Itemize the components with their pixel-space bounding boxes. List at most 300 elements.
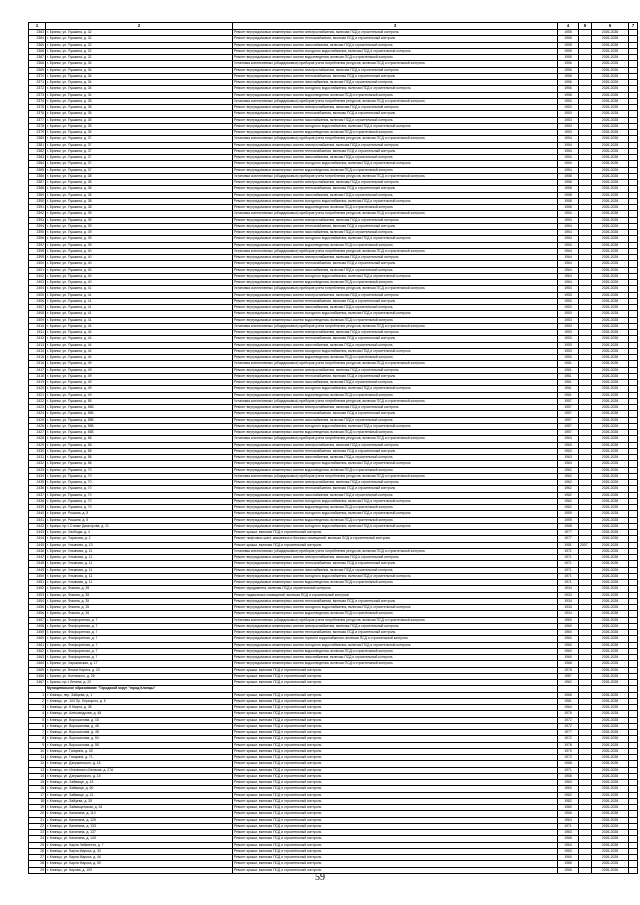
- address-cell: г. Брянск, ул. Ульянова, д. 11: [46, 561, 233, 567]
- row-number-cell: 4: [29, 711, 46, 717]
- work-type-cell: Ремонт внутридомовых инженерных систем газоснабжения, включая ПСД и строительный контроль: [233, 492, 558, 498]
- work-type-cell: Установка коллективных (общедомовых) приборов учета потребления ресурсов, включая ПСД и строительный контроль: [233, 398, 558, 404]
- address-cell: Муниципальное образование "Городской округ "город Клинцы": [46, 686, 233, 692]
- address-cell: г. Клинцы, ул. Ворошилова, д. 15: [46, 717, 233, 723]
- year-built-cell: 1953: [558, 305, 579, 311]
- planned-period-cell: 2026-2028: [592, 767, 629, 773]
- work-type-cell: Ремонт внутридомовых инженерных систем газоснабжения, включая ПСД и строительный контроль: [233, 380, 558, 386]
- work-type-cell: Ремонт внутридомовых инженерных систем электроснабжения, включая ПСД и строительный контроль: [233, 555, 558, 561]
- planned-period-cell: 2026-2028: [592, 723, 629, 729]
- work-type-cell: Установка коллективных (общедомовых) приборов учета потребления ресурсов, включая ПСД и строительный контроль: [233, 61, 558, 67]
- work-type-cell: Ремонт крыши, включая ПСД и строительный контроль: [233, 823, 558, 829]
- address-cell: г. Брянск, ул. Свободы, д. 4: [46, 530, 233, 536]
- address-cell: г. Брянск, ул. Фокина, д. 35: [46, 592, 233, 598]
- work-type-cell: Установка коллективных (общедомовых) приборов учета потребления ресурсов, включая ПСД и строительный контроль: [233, 286, 558, 292]
- row-number-cell: 2383: [29, 155, 46, 161]
- planned-period-cell: 2026-2028: [592, 567, 629, 573]
- year-built-cell: 1964: [558, 705, 579, 711]
- row-number-cell: 2390: [29, 198, 46, 204]
- year-built-cell: 1934: [558, 598, 579, 604]
- planned-period-cell: 2026-2028: [592, 367, 629, 373]
- planned-period-cell: 2026-2028: [592, 705, 629, 711]
- year-built-cell: 1958: [558, 192, 579, 198]
- work-type-cell: Ремонт крыши, включая ПСД и строительный контроль: [233, 848, 558, 854]
- row-number-cell: 2410: [29, 323, 46, 329]
- planned-period-cell: 2026-2028: [592, 623, 629, 629]
- row-number-cell: 2444: [29, 536, 46, 542]
- address-cell: г. Брянск, ул. Фосфоритная, д. 7: [46, 623, 233, 629]
- planned-period-cell: 2026-2028: [592, 473, 629, 479]
- year-built-cell: 1960: [558, 636, 579, 642]
- address-cell: г. Брянск, ул. Пушкина, д. 37: [46, 136, 233, 142]
- planned-period-cell: 2026-2028: [592, 655, 629, 661]
- year-built-cell: 1961: [558, 386, 579, 392]
- row-number-cell: 14: [29, 773, 46, 779]
- planned-period-cell: 2026-2028: [592, 698, 629, 704]
- planned-period-cell: 2026-2028: [592, 398, 629, 404]
- address-cell: г. Брянск, ул. Пушкина, д. 39: [46, 223, 233, 229]
- address-cell: г. Брянск, пр-т Станке Димитрова, д. 21: [46, 523, 233, 529]
- work-type-cell: Ремонт внутридомовых инженерных систем электроснабжения, включая ПСД и строительный контроль: [233, 217, 558, 223]
- year-built-cell: 1960: [558, 623, 579, 629]
- work-type-cell: Ремонт крыши, включая ПСД и строительный контроль: [233, 730, 558, 736]
- row-number-cell: 2443: [29, 530, 46, 536]
- planned-period-cell: 2026-2028: [592, 236, 629, 242]
- work-type-cell: Ремонт внутридомовых инженерных систем горячего водоснабжения, включая ПСД и строительный контроль: [233, 636, 558, 642]
- address-cell: г. Брянск, ул. Пушкина, д. 38: [46, 186, 233, 192]
- work-type-cell: Ремонт внутридомовых инженерных систем теплоснабжения, включая ПСД и строительный контроль: [233, 186, 558, 192]
- address-cell: г. Брянск, ул. Пушкина, д. 34: [46, 92, 233, 98]
- work-type-cell: Ремонт крыши, включая ПСД и строительный контроль: [233, 792, 558, 798]
- year-built-cell: 1962: [558, 492, 579, 498]
- planned-period-cell: 2026-2028: [592, 355, 629, 361]
- address-cell: г. Брянск, ул. Пушкина, д. 58: [46, 442, 233, 448]
- address-cell: г. Брянск, ул. Пушкина, д. 39: [46, 236, 233, 242]
- work-type-cell: Ремонт крыши, включая ПСД и строительный контроль: [233, 811, 558, 817]
- row-number-cell: 2423: [29, 405, 46, 411]
- planned-period-cell: 2026-2028: [592, 598, 629, 604]
- year-built-cell: 1954: [558, 236, 579, 242]
- work-type-cell: Ремонт внутридомовых инженерных систем холодного водоснабжения, включая ПСД и строительный контроль: [233, 523, 558, 529]
- address-cell: г. Брянск, ул. Пушкина, д. 70: [46, 505, 233, 511]
- work-type-cell: Установка коллективных (общедомовых) приборов учета потребления ресурсов, включая ПСД и строительный контроль: [233, 617, 558, 623]
- year-built-cell: 1954: [558, 223, 579, 229]
- planned-period-cell: 2026-2028: [592, 755, 629, 761]
- year-built-cell: 1972: [558, 717, 579, 723]
- year-built-cell: 1982: [558, 798, 579, 804]
- row-number-cell: 10: [29, 748, 46, 754]
- work-type-cell: Ремонт внутридомовых инженерных систем водоотведения, включая ПСД и строительный контроль: [233, 648, 558, 654]
- row-number-cell: 2454: [29, 598, 46, 604]
- planned-period-cell: 2026-2028: [592, 92, 629, 98]
- row-number-cell: 2455: [29, 605, 46, 611]
- planned-period-cell: 2026-2028: [592, 373, 629, 379]
- year-built-cell: 1954: [558, 217, 579, 223]
- row-number-cell: 2432: [29, 461, 46, 467]
- work-type-cell: Ремонт крыши, включая ПСД и строительный контроль: [233, 817, 558, 823]
- planned-period-cell: 2026-2028: [592, 511, 629, 517]
- work-type-cell: Ремонт внутридомовых инженерных систем газоснабжения, включая ПСД и строительный контроль: [233, 117, 558, 123]
- year-built-cell: 1954: [558, 242, 579, 248]
- planned-period-cell: 2026-2028: [592, 298, 629, 304]
- planned-period-cell: 2026-2028: [592, 805, 629, 811]
- address-cell: г. Брянск, ул. Пушкина, д. 58: [46, 436, 233, 442]
- planned-period-cell: 2026-2028: [592, 292, 629, 298]
- address-cell: г. Брянск, ул. Пушкина, д. 40: [46, 267, 233, 273]
- row-number-cell: 2448: [29, 561, 46, 567]
- row-number-cell: 21: [29, 817, 46, 823]
- planned-period-cell: 2026-2028: [592, 173, 629, 179]
- address-cell: г. Брянск, ул. Пушкина, д. 41: [46, 311, 233, 317]
- planned-period-cell: 2026-2028: [592, 48, 629, 54]
- year-built-cell: 1934: [558, 586, 579, 592]
- planned-period-cell: 2026-2028: [592, 773, 629, 779]
- repair-schedule-table: [28, 22, 638, 874]
- year-built-cell: 1960: [558, 642, 579, 648]
- planned-period-cell: 2026-2028: [592, 592, 629, 598]
- row-number-cell: 2447: [29, 555, 46, 561]
- work-type-cell: Ремонт внутридомовых инженерных систем электроснабжения, включая ПСД и строительный контроль: [233, 142, 558, 148]
- work-type-cell: Ремонт внутридомовых инженерных систем газоснабжения, включая ПСД и строительный контроль: [233, 80, 558, 86]
- year-built-cell: 1962: [558, 473, 579, 479]
- row-number-cell: 2427: [29, 430, 46, 436]
- work-type-cell: Ремонт крыши, включая ПСД и строительный контроль: [233, 705, 558, 711]
- year-built-cell: 1960: [558, 630, 579, 636]
- year-built-cell: 1954: [558, 230, 579, 236]
- planned-period-cell: 2026-2028: [592, 742, 629, 748]
- year-built-cell: 1968: [558, 773, 579, 779]
- planned-period-cell: 2026-2028: [592, 573, 629, 579]
- work-type-cell: Ремонт внутридомовых инженерных систем водоотведения, включая ПСД и строительный контроль: [233, 430, 558, 436]
- work-type-cell: Ремонт внутридомовых инженерных систем газоснабжения, включая ПСД и строительный контроль: [233, 455, 558, 461]
- address-cell: г. Брянск, ул. Пушкина, д. 49: [46, 373, 233, 379]
- address-cell: г. Брянск, ул. Пушкина, д. 55Б: [46, 417, 233, 423]
- address-cell: г. Клинцы, ул. Гагарина, д. 60: [46, 748, 233, 754]
- planned-period-cell: 2026-2028: [592, 248, 629, 254]
- address-cell: г. Брянск, ул. Пушкина, д. 44: [46, 336, 233, 342]
- address-cell: г. Брянск, ул. Тарасова, д. 2: [46, 536, 233, 542]
- row-number-cell: 2450: [29, 573, 46, 579]
- address-cell: г. Брянск, ул. Пушкина, д. 37: [46, 167, 233, 173]
- row-number-cell: 8: [29, 736, 46, 742]
- work-type-cell: Ремонт внутридомовых инженерных систем теплоснабжения, включая ПСД и строительный контроль: [233, 561, 558, 567]
- work-type-cell: Ремонт крыши, включая ПСД и строительный контроль: [233, 798, 558, 804]
- address-cell: г. Брянск, ул. Пушкина, д. 32: [46, 55, 233, 61]
- work-type-cell: Ремонт внутридомовых инженерных систем холодного водоснабжения, включая ПСД и строительный контроль: [233, 161, 558, 167]
- row-number-cell: 25: [29, 842, 46, 848]
- work-type-cell: Ремонт крыши, включая ПСД и строительный контроль: [233, 692, 558, 698]
- row-number-cell: 2419: [29, 380, 46, 386]
- year-built-cell: 1957: [558, 423, 579, 429]
- planned-period-cell: 2026-2028: [592, 605, 629, 611]
- year-built-cell: 1957: [558, 411, 579, 417]
- planned-period-cell: 2026-2028: [592, 848, 629, 854]
- planned-period-cell: 2026-2028: [592, 817, 629, 823]
- year-built-cell: 1956: [558, 73, 579, 79]
- planned-period-cell: 2026-2028: [592, 30, 629, 36]
- work-type-cell: Ремонт внутридомовых инженерных систем холодного водоснабжения, включая ПСД и строительный контроль: [233, 86, 558, 92]
- planned-period-cell: 2026-2028: [592, 786, 629, 792]
- row-number-cell: 2416: [29, 361, 46, 367]
- work-type-cell: Ремонт крыши, включая ПСД и строительный контроль: [233, 830, 558, 836]
- year-built-cell: 1971: [558, 548, 579, 554]
- planned-period-cell: 2026-2028: [592, 255, 629, 261]
- address-cell: г. Брянск, ул. Фокина, д. 35: [46, 605, 233, 611]
- address-cell: г. Брянск, ул. Пушкина, д. 40: [46, 255, 233, 261]
- row-number-cell: 2406: [29, 298, 46, 304]
- row-number-cell: 2407: [29, 305, 46, 311]
- row-number-cell: 2411: [29, 330, 46, 336]
- address-cell: г. Брянск, ул. Пушкина, д. 39: [46, 211, 233, 217]
- work-type-cell: Установка коллективных (общедомовых) приборов учета потребления ресурсов, включая ПСД и строительный контроль: [233, 361, 558, 367]
- row-number-cell: 2452: [29, 586, 46, 592]
- address-cell: г. Клинцы, ул. Карла Маркса, д. 34: [46, 848, 233, 854]
- year-built-cell: 1977: [558, 536, 579, 542]
- year-built-cell: 1934: [558, 592, 579, 598]
- planned-period-cell: 2026-2028: [592, 430, 629, 436]
- planned-period-cell: 2026-2028: [592, 323, 629, 329]
- row-number-cell: 2424: [29, 411, 46, 417]
- year-built-cell: 1962: [558, 486, 579, 492]
- work-type-cell: Ремонт внутридомовых инженерных систем холодного водоснабжения, включая ПСД и строительный контроль: [233, 386, 558, 392]
- work-type-cell: Установка коллективных (общедомовых) приборов учета потребления ресурсов, включая ПСД и строительный контроль: [233, 211, 558, 217]
- year-built-cell: 1961: [558, 373, 579, 379]
- planned-period-cell: 2026-2028: [592, 798, 629, 804]
- address-cell: г. Брянск, ул. Пушкина, д. 44: [46, 323, 233, 329]
- year-built-cell: 1966: [558, 811, 579, 817]
- address-cell: г. Брянск, ул. Ульянова, д. 11: [46, 555, 233, 561]
- year-built-cell: 1954: [558, 161, 579, 167]
- address-cell: г. Клинцы, ул. Калинина, д. 110: [46, 811, 233, 817]
- year-built-cell: 1954: [558, 142, 579, 148]
- planned-period-cell: 2026-2028: [592, 205, 629, 211]
- row-number-cell: 2422: [29, 398, 46, 404]
- row-number-cell: 2389: [29, 192, 46, 198]
- work-type-cell: Ремонт внутридомовых инженерных систем водоотведения, включая ПСД и строительный контроль: [233, 392, 558, 398]
- year-built-cell: 1964: [558, 280, 579, 286]
- year-built-cell: 1955: [558, 42, 579, 48]
- work-type-cell: Ремонт внутридомовых инженерных систем газоснабжения, включая ПСД и строительный контроль: [233, 567, 558, 573]
- planned-period-cell: 2026-2028: [592, 105, 629, 111]
- address-cell: г. Клинцы, ул. Займищенская, д. 34: [46, 805, 233, 811]
- row-number-cell: 2369: [29, 67, 46, 73]
- work-type-cell: Ремонт внутридомовых инженерных систем газоснабжения, включая ПСД и строительный контроль: [233, 305, 558, 311]
- row-number-cell: 22: [29, 823, 46, 829]
- work-type-cell: Ремонт внутридомовых инженерных систем теплоснабжения, включая ПСД и строительный контроль: [233, 73, 558, 79]
- address-cell: г. Брянск, ул. Пушкина, д. 39: [46, 230, 233, 236]
- row-number-cell: 2459: [29, 630, 46, 636]
- address-cell: г. Брянск, ул. Пушкина, д. 40: [46, 273, 233, 279]
- planned-period-cell: 2026-2028: [592, 811, 629, 817]
- address-cell: г. Брянск, ул. Пушкина, д. 55: [46, 398, 233, 404]
- planned-period-cell: 2026-2028: [592, 542, 629, 548]
- work-type-cell: Ремонт крыши, включая ПСД и строительный контроль: [233, 836, 558, 842]
- year-built-cell: 1934: [558, 611, 579, 617]
- address-cell: г. Брянск, ул. Пушкина, д. 35: [46, 130, 233, 136]
- planned-period-cell: 2026-2028: [592, 305, 629, 311]
- address-cell: г. Брянск, пр-т Ленина, д. 22: [46, 680, 233, 686]
- address-cell: г. Брянск, ул. Пушкина, д. 38: [46, 198, 233, 204]
- work-type-cell: Ремонт крыши, включая ПСД и строительный контроль: [233, 711, 558, 717]
- address-cell: г. Брянск, ул. Пушкина, д. 34: [46, 67, 233, 73]
- work-type-cell: Ремонт крыши, включая ПСД и строительный контроль: [233, 742, 558, 748]
- work-type-cell: Ремонт внутридомовых инженерных систем электроснабжения, включая ПСД и строительный контроль: [233, 67, 558, 73]
- address-cell: г. Клинцы, ул. Ворошилова, д. 46: [46, 723, 233, 729]
- planned-period-cell: 2026-2028: [592, 461, 629, 467]
- address-cell: г. Клинцы, ул. Займище, д. 60: [46, 786, 233, 792]
- address-cell: г. Брянск, ул. Рошаля, д. 5: [46, 511, 233, 517]
- row-number-cell: 2467: [29, 680, 46, 686]
- address-cell: г. Брянск, ул. Фокина, д. 35: [46, 611, 233, 617]
- address-cell: г. Брянск, ул. Ульянова, д. 11: [46, 567, 233, 573]
- work-type-cell: Ремонт крыши, включая ПСД и строительный контроль: [233, 780, 558, 786]
- year-built-cell: 1968: [558, 761, 579, 767]
- year-built-cell: 1955: [558, 55, 579, 61]
- row-number-cell: 2426: [29, 423, 46, 429]
- year-built-cell: 1959: [558, 511, 579, 517]
- planned-period-cell: 2026-2028: [592, 80, 629, 86]
- year-built-cell: 1961: [558, 392, 579, 398]
- planned-period-cell: 2026-2028: [592, 836, 629, 842]
- work-type-cell: Установка коллективных (общедомовых) приборов учета потребления ресурсов, включая ПСД и строительный контроль: [233, 248, 558, 254]
- year-built-cell: 1958: [558, 180, 579, 186]
- row-number-cell: 2392: [29, 211, 46, 217]
- planned-period-cell: 2026-2028: [592, 548, 629, 554]
- work-type-cell: Ремонт внутридомовых инженерных систем холодного водоснабжения, включая ПСД и строительный контроль: [233, 511, 558, 517]
- row-number-cell: 19: [29, 805, 46, 811]
- work-type-cell: Ремонт внутридомовых инженерных систем холодного водоснабжения, включая ПСД и строительный контроль: [233, 48, 558, 54]
- address-cell: г. Брянск, ул. Пушкина, д. 44: [46, 330, 233, 336]
- row-number-cell: 2391: [29, 205, 46, 211]
- year-built-cell: 1971: [558, 561, 579, 567]
- year-built-cell: 1962: [558, 467, 579, 473]
- row-number-cell: 2404: [29, 286, 46, 292]
- planned-period-cell: 2026-2028: [592, 467, 629, 473]
- row-number-cell: 26: [29, 848, 46, 854]
- planned-period-cell: 2026-2028: [592, 505, 629, 511]
- year-built-cell: 1953: [558, 317, 579, 323]
- row-number-cell: 2453: [29, 592, 46, 598]
- work-type-cell: Ремонт внутридомовых инженерных систем теплоснабжения, включая ПСД и строительный контроль: [233, 36, 558, 42]
- work-type-cell: Ремонт лифтовых шахт, машинных и блочных помещений, включая ПСД и строительный контроль: [233, 536, 558, 542]
- year-built-cell: 1980: [558, 805, 579, 811]
- year-built-cell: 1953: [558, 336, 579, 342]
- page-number: 59: [315, 872, 325, 883]
- year-built-cell: 1960: [558, 855, 579, 861]
- row-number-cell: 2388: [29, 186, 46, 192]
- column-number-header: 7: [629, 23, 638, 30]
- planned-period-cell: 2026-2028: [592, 86, 629, 92]
- address-cell: г. Брянск, ул. Пушкина, д. 39: [46, 217, 233, 223]
- row-number-cell: 13: [29, 767, 46, 773]
- work-type-cell: Ремонт крыши, включая ПСД и строительный контроль: [233, 667, 558, 673]
- address-cell: г. Клинцы, пл. Ильинского Беляков, д. 27А: [46, 767, 233, 773]
- work-type-cell: Ремонт крыши, включая ПСД и строительный контроль: [233, 748, 558, 754]
- work-type-cell: Ремонт внутридомовых инженерных систем водоотведения, включая ПСД и строительный контроль: [233, 355, 558, 361]
- year-built-cell: 1971: [558, 573, 579, 579]
- year-built-cell: 1961: [558, 698, 579, 704]
- year-built-cell: 1958: [558, 198, 579, 204]
- address-cell: г. Клинцы, ул. Дзержинского, д. 15: [46, 773, 233, 779]
- work-type-cell: Установка коллективных (общедомовых) приборов учета потребления ресурсов, включая ПСД и строительный контроль: [233, 98, 558, 104]
- row-number-cell: 2402: [29, 273, 46, 279]
- row-number-cell: 2420: [29, 386, 46, 392]
- address-cell: г. Брянск, ул. Пушкина, д. 40: [46, 248, 233, 254]
- planned-period-cell: 2026-2028: [592, 142, 629, 148]
- address-cell: г. Клинцы, ул. 8 Марта, д. 38: [46, 705, 233, 711]
- planned-period-cell: 2026-2028: [592, 67, 629, 73]
- work-type-cell: Ремонт крыши, включая ПСД и строительный контроль: [233, 867, 558, 873]
- address-cell: г. Брянск, ул. Пушкина, д. 37: [46, 142, 233, 148]
- year-built-cell: 1964: [558, 267, 579, 273]
- last-repair-year-cell: 2007: [579, 542, 592, 548]
- year-built-cell: 1968: [558, 523, 579, 529]
- year-built-cell: 1958: [558, 205, 579, 211]
- row-number-cell: 18: [29, 798, 46, 804]
- work-type-cell: Установка коллективных (общедомовых) приборов учета потребления ресурсов, включая ПСД и строительный контроль: [233, 436, 558, 442]
- row-number-cell: 2429: [29, 442, 46, 448]
- work-type-cell: Ремонт внутридомовых инженерных систем водоотведения, включая ПСД и строительный контроль: [233, 280, 558, 286]
- year-built-cell: 1957: [558, 417, 579, 423]
- row-number-cell: 2458: [29, 623, 46, 629]
- year-built-cell: 1958: [558, 173, 579, 179]
- planned-period-cell: 2026-2028: [592, 342, 629, 348]
- planned-period-cell: 2026-2028: [592, 198, 629, 204]
- address-cell: г. Брянск, ул. Рошаля, д. 5: [46, 517, 233, 523]
- year-built-cell: 1971: [558, 555, 579, 561]
- work-type-cell: Ремонт внутридомовых инженерных систем водоотведения, включая ПСД и строительный контроль: [233, 505, 558, 511]
- year-built-cell: 1954: [558, 211, 579, 217]
- row-number-cell: 2376: [29, 111, 46, 117]
- row-number-cell: 2378: [29, 123, 46, 129]
- work-type-cell: Ремонт крыши, включая ПСД и строительный контроль: [233, 723, 558, 729]
- row-number-cell: 2372: [29, 86, 46, 92]
- address-cell: г. Брянск, ул. Пушкина, д. 58: [46, 455, 233, 461]
- year-built-cell: 1963: [558, 455, 579, 461]
- planned-period-cell: 2026-2028: [592, 673, 629, 679]
- planned-period-cell: 2026-2028: [592, 380, 629, 386]
- address-cell: г. Брянск, ул. Пушкина, д. 41: [46, 305, 233, 311]
- address-cell: г. Брянск, ул. Пушкина, д. 55Б: [46, 405, 233, 411]
- address-cell: г. Брянск, ул. Пушкина, д. 32: [46, 42, 233, 48]
- planned-period-cell: 2026-2028: [592, 348, 629, 354]
- work-type-cell: Ремонт внутридомовых инженерных систем теплоснабжения, включая ПСД и строительный контроль: [233, 486, 558, 492]
- address-cell: г. Брянск, ул. Харьковская, д. 17: [46, 661, 233, 667]
- year-built-cell: 1958: [558, 186, 579, 192]
- year-built-cell: 1963: [558, 780, 579, 786]
- year-built-cell: 1953: [558, 130, 579, 136]
- work-type-cell: Ремонт подвальных помещений, включая ПСД и строительный контроль: [233, 592, 558, 598]
- work-type-cell: Ремонт внутридомовых инженерных систем холодного водоснабжения, включая ПСД и строительный контроль: [233, 198, 558, 204]
- address-cell: г. Клинцы, ул. Ворошилова, д. 58: [46, 742, 233, 748]
- year-built-cell: 1956: [558, 86, 579, 92]
- address-cell: г. Брянск, ул. Пушкина, д. 49: [46, 380, 233, 386]
- row-number-cell: 2377: [29, 117, 46, 123]
- work-type-cell: Ремонт внутридомовых инженерных систем теплоснабжения, включая ПСД и строительный контроль: [233, 336, 558, 342]
- address-cell: г. Брянск, ул. Пушкина, д. 70: [46, 486, 233, 492]
- work-type-cell: Ремонт внутридомовых инженерных систем холодного водоснабжения, включая ПСД и строительный контроль: [233, 642, 558, 648]
- planned-period-cell: 2026-2028: [592, 867, 629, 873]
- planned-period-cell: 2026-2028: [592, 630, 629, 636]
- work-type-cell: Ремонт фундамента, включая ПСД и строительный контроль: [233, 586, 558, 592]
- planned-period-cell: 2026-2028: [592, 392, 629, 398]
- address-cell: г. Брянск, ул. Пушкина, д. 49: [46, 392, 233, 398]
- address-cell: г. Клинцы, ул. Займище, д. 21: [46, 792, 233, 798]
- year-built-cell: 1970: [558, 748, 579, 754]
- address-cell: г. Брянск, ул. Пушкина, д. 44: [46, 355, 233, 361]
- address-cell: г. Брянск, ул. Пушкина, д. 40: [46, 280, 233, 286]
- row-number-cell: 2373: [29, 92, 46, 98]
